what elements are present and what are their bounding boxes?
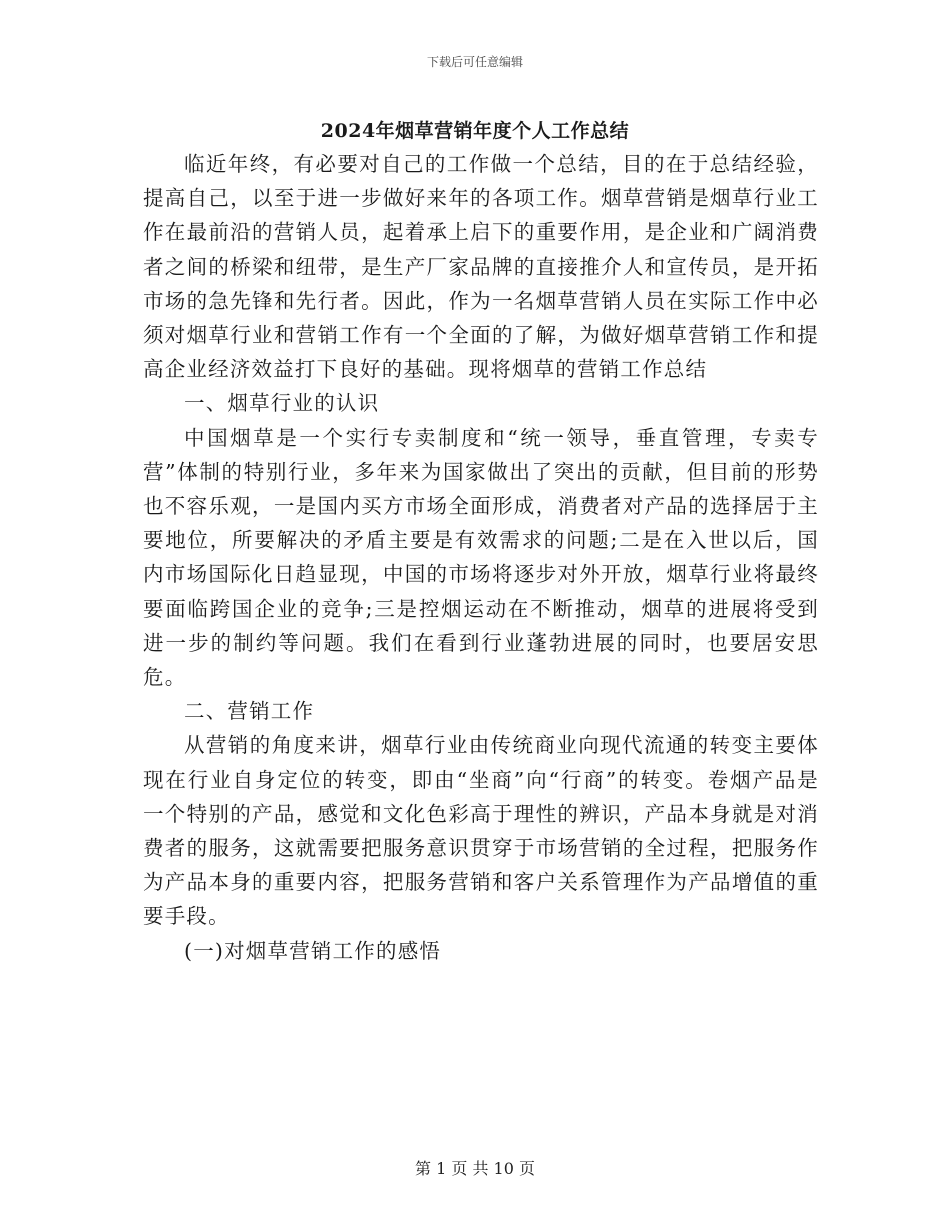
document-title: 2024年烟草营销年度个人工作总结	[320, 120, 630, 142]
section-heading-2: 二、营销工作	[184, 699, 315, 724]
document-body	[143, 147, 819, 968]
section-heading-1: 一、烟草行业的认识	[184, 391, 380, 416]
paragraph-industry: 中国烟草是一个实行专卖制度和“统一领导，垂直管理，专卖专营”体制的特别行业，多年来为国家做出了突出的贡献，但目前的形势也不容乐观，一是国内买方市场全面形成，消费者对产品的选择居于主要地位，所要解决的矛盾主要是有效需求的问题;二是在入世以后，国内市场国际化日趋显现，中国的市场将逐步对外开放，烟草行业将最终要面临跨国企业的竞争;三是控烟运动在不断推动，烟草的进展将受到进一步的制约等问题。我们在看到行业蓬勃进展的同时，也要居安思危。	[143, 425, 819, 690]
paragraph-marketing: 从营销的角度来讲，烟草行业由传统商业向现代流通的转变主要体现在行业自身定位的转变，即由“坐商”向“行商”的转变。卷烟产品是一个特别的产品，感觉和文化色彩高于理性的辨识，产品本身就是对消费者的服务，这就需要把服务意识贯穿于市场营销的全过程，把服务作为产品本身的重要内容，把服务营销和客户关系管理作为产品增值的重要手段。	[143, 733, 819, 929]
subsection-heading-1: (一)对烟草营销工作的感悟	[184, 938, 442, 963]
page-number: 第 1 页 共 10 页	[415, 1159, 535, 1178]
paragraph-intro: 临近年终，有必要对自己的工作做一个总结，目的在于总结经验，提高自己，以至于进一步做好来年的各项工作。烟草营销是烟草行业工作在最前沿的营销人员，起着承上启下的重要作用，是企业和广阔消费者之间的桥梁和纽带，是生产厂家品牌的直接推介人和宣传员，是开拓市场的急先锋和先行者。因此，作为一名烟草营销人员在实际工作中必须对烟草行业和营销工作有一个全面的了解，为做好烟草营销工作和提高企业经济效益打下良好的基础。现将烟草的营销工作总结	[143, 152, 819, 382]
header-note: 下载后可任意编辑	[426, 55, 523, 69]
